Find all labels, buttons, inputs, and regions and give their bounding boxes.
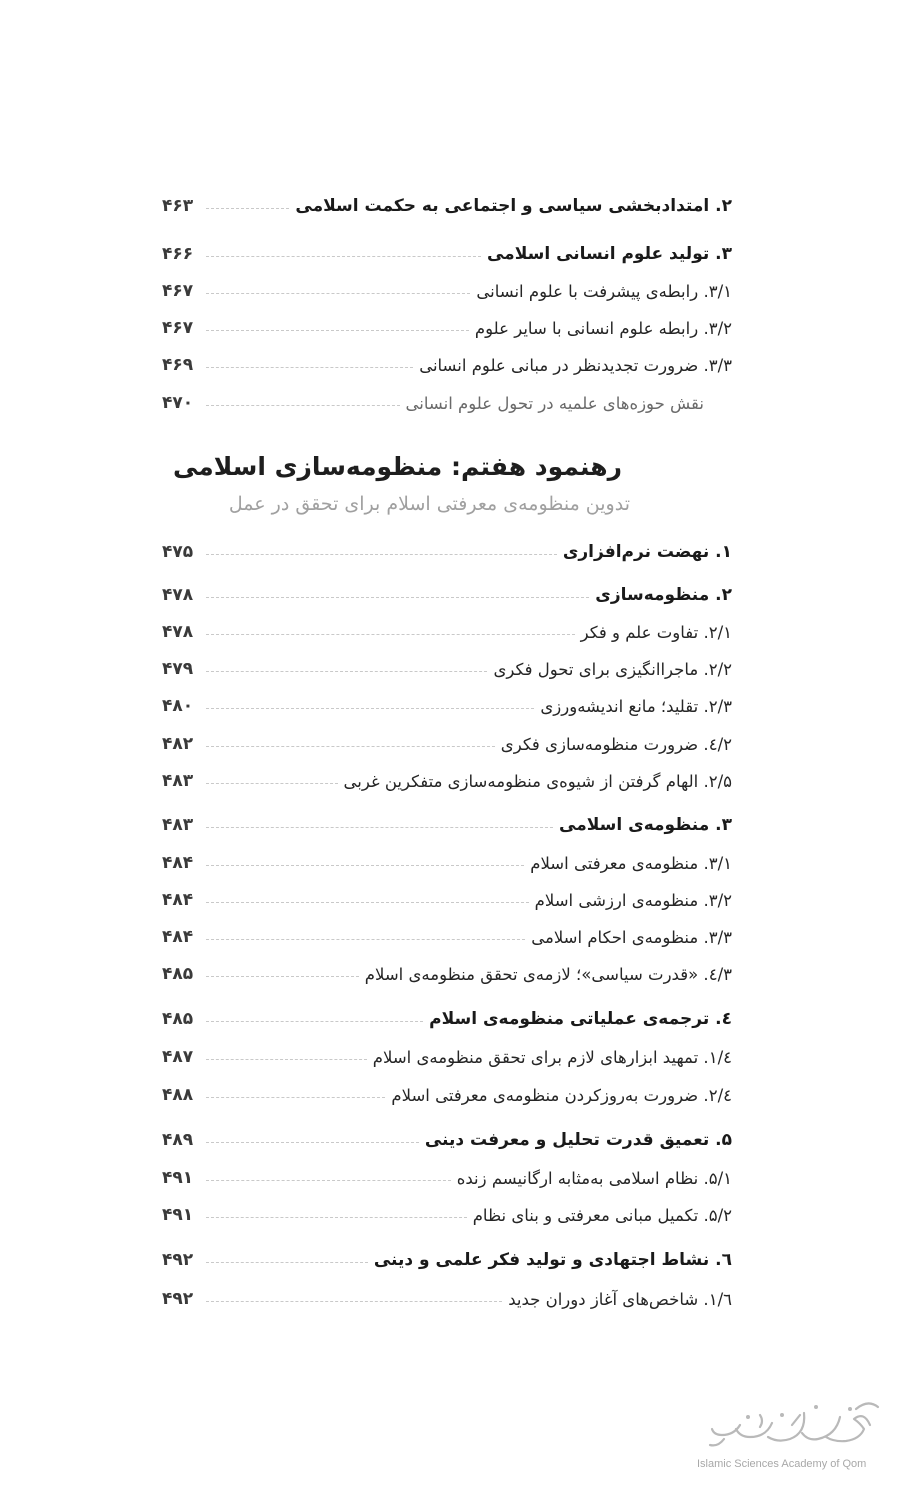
toc-entry-page: ۴۸۳: [162, 771, 194, 791]
toc-entry-title: ۳/۳. منظومه‌ی احکام اسلامی: [531, 927, 732, 947]
toc-entry-title: ۱. نهضت نرم‌افزاری: [562, 542, 732, 562]
toc-entry-page: ۴۹۱: [162, 1205, 194, 1225]
toc-entry-page: ۴۶۹: [162, 355, 194, 375]
dotted-leader: [206, 1142, 419, 1143]
toc-entry[interactable]: [162, 388, 732, 418]
toc-entry-title: ۲/۱. تفاوت علم و فکر: [580, 622, 732, 642]
toc-entry-page: ۴۶۳: [162, 196, 194, 216]
dotted-leader: [206, 1262, 368, 1263]
toc-entry-page: ۴۸۴: [162, 890, 194, 910]
toc-entry-title: ۲. امتدادبخشی سیاسی و اجتماعی به حکمت اسلامی: [295, 196, 732, 216]
toc-entry[interactable]: [162, 1245, 732, 1275]
toc-entry-page: ۴۸۵: [162, 1009, 194, 1029]
toc-entry[interactable]: [162, 1163, 732, 1193]
toc-entry[interactable]: [162, 1125, 732, 1155]
toc-entry[interactable]: [162, 537, 732, 567]
toc-entry-page: ۴۸۴: [162, 853, 194, 873]
toc-entry[interactable]: [162, 1004, 732, 1034]
dotted-leader: [206, 208, 289, 209]
toc-entry-title: ٤. ترجمه‌ی عملیاتی منظومه‌ی اسلام: [429, 1009, 732, 1029]
toc-entry-title: ٦/۱. شاخص‌های آغاز دوران جدید: [508, 1289, 732, 1309]
toc-entry[interactable]: [162, 922, 732, 952]
toc-entry[interactable]: [162, 654, 732, 684]
dotted-leader: [206, 939, 525, 940]
toc-entry[interactable]: [162, 1042, 732, 1072]
toc-entry-page: ۴۸۹: [162, 1130, 194, 1150]
toc-entry[interactable]: [162, 239, 732, 269]
dotted-leader: [206, 902, 529, 903]
toc-entry-page: ۴۷۰: [162, 393, 194, 413]
dotted-leader: [206, 783, 338, 784]
dotted-leader: [206, 1180, 451, 1181]
dotted-leader: [206, 746, 495, 747]
toc-entry-title: ۲/۳. تقلید؛ مانع اندیشه‌ورزی: [540, 696, 732, 716]
toc-entry[interactable]: [162, 885, 732, 915]
toc-entry-title: ۳/٤. «قدرت سیاسی»؛ لازمه‌ی تحقق منظومه‌ی اسلام: [364, 964, 732, 984]
toc-entry-title: ٦. نشاط اجتهادی و تولید فکر علمی و دینی: [373, 1250, 732, 1270]
toc-entry-title: ۳/۳. ضرورت تجدیدنظر در مبانی علوم انسانی: [419, 355, 732, 375]
dotted-leader: [206, 1097, 385, 1098]
dotted-leader: [206, 671, 487, 672]
logo-caption: Islamic Sciences Academy of Qom: [697, 1458, 867, 1470]
toc-entry-page: ۴۸۲: [162, 734, 194, 754]
toc-entry-page: ۴۷۸: [162, 585, 194, 605]
toc-entry[interactable]: [162, 1200, 732, 1230]
dotted-leader: [206, 554, 557, 555]
toc-entry[interactable]: [162, 848, 732, 878]
toc-entry[interactable]: [162, 313, 732, 343]
toc-entry-page: ۴۹۲: [162, 1250, 194, 1270]
toc-entry-title: ۳. تولید علوم انسانی اسلامی: [486, 244, 732, 264]
toc-entry[interactable]: [162, 350, 732, 380]
toc-entry-page: ۴۶۷: [162, 281, 194, 301]
toc-entry[interactable]: [162, 766, 732, 796]
toc-entry[interactable]: [162, 617, 732, 647]
chapter-subtitle: تدوین منظومه‌ی معرفتی اسلام برای تحقق در عمل: [228, 493, 630, 515]
dotted-leader: [206, 865, 524, 866]
toc-entry-title: ٤/۲. ضرورت به‌روزکردن منظومه‌ی معرفتی اسلام: [391, 1085, 732, 1105]
toc-entry[interactable]: [162, 959, 732, 989]
toc-entry-title: ۵. تعمیق قدرت تحلیل و معرفت دینی: [424, 1130, 732, 1150]
toc-entry-page: ۴۸۴: [162, 927, 194, 947]
dotted-leader: [206, 1217, 467, 1218]
dotted-leader: [206, 597, 589, 598]
toc-entry-page: ۴۸۸: [162, 1085, 194, 1105]
toc-entry[interactable]: [162, 580, 732, 610]
dotted-leader: [206, 330, 469, 331]
dotted-leader: [206, 293, 470, 294]
toc-entry-title: ۵/۱. نظام اسلامی به‌مثابه ارگانیسم زنده: [456, 1168, 732, 1188]
dotted-leader: [206, 1021, 423, 1022]
toc-entry-page: ۴۸۳: [162, 815, 194, 835]
toc-entry-page: ۴۷۸: [162, 622, 194, 642]
toc-entry-page: ۴۶۷: [162, 318, 194, 338]
toc-entry-page: ۴۶۶: [162, 244, 194, 264]
toc-entry-title: ۲/۲. ماجراانگیزی برای تحول فکری: [493, 659, 732, 679]
dotted-leader: [206, 827, 553, 828]
dotted-leader: [206, 708, 534, 709]
toc-entry[interactable]: [162, 1284, 732, 1314]
dotted-leader: [206, 1301, 502, 1302]
toc-entry-title: ۲/٤. ضرورت منظومه‌سازی فکری: [500, 734, 732, 754]
chapter-title: رهنمود هفتم: منظومه‌سازی اسلامی: [173, 452, 622, 481]
dotted-leader: [206, 976, 359, 977]
toc-entry-page: ۴۹۲: [162, 1289, 194, 1309]
toc-entry[interactable]: [162, 729, 732, 759]
toc-entry-title: ۳/۲. منظومه‌ی ارزشی اسلام: [534, 890, 732, 910]
toc-entry-title: ٤/۱. تمهید ابزارهای لازم برای تحقق منظومه‌ی اسلام: [372, 1047, 732, 1067]
toc-entry-page: ۴۸۵: [162, 964, 194, 984]
toc-entry-title: ۲/۵. الهام گرفتن از شیوه‌ی منظومه‌سازی متفکرین غربی: [343, 771, 732, 791]
dotted-leader: [206, 367, 413, 368]
toc-entry[interactable]: [162, 276, 732, 306]
toc-entry-title: ۳/۱. منظومه‌ی معرفتی اسلام: [530, 853, 732, 873]
toc-entry-page: ۴۸۷: [162, 1047, 194, 1067]
toc-entry[interactable]: [162, 691, 732, 721]
dotted-leader: [206, 1059, 367, 1060]
toc-entry-title: ۲. منظومه‌سازی: [595, 585, 732, 605]
toc-entry-title: ۳/۲. رابطه علوم انسانی با سایر علوم: [474, 318, 732, 338]
toc-entry[interactable]: [162, 1080, 732, 1110]
toc-entry-page: ۴۹۱: [162, 1168, 194, 1188]
toc-entry-title: نقش حوزه‌های علمیه در تحول علوم انسانی: [405, 393, 704, 413]
toc-entry-title: ۳. منظومه‌ی اسلامی: [559, 815, 732, 835]
toc-entry-title: ۳/۱. رابطه‌ی پیشرفت با علوم انسانی: [476, 281, 732, 301]
toc-entry[interactable]: [162, 191, 732, 221]
toc-entry-title: ۵/۲. تکمیل مبانی معرفتی و بنای نظام: [472, 1205, 732, 1225]
dotted-leader: [206, 405, 400, 406]
dotted-leader: [206, 256, 481, 257]
toc-entry-page: ۴۷۹: [162, 659, 194, 679]
toc-entry[interactable]: [162, 810, 732, 840]
toc-entry-page: ۴۸۰: [162, 696, 194, 716]
toc-entry-page: ۴۷۵: [162, 542, 194, 562]
dotted-leader: [206, 634, 575, 635]
